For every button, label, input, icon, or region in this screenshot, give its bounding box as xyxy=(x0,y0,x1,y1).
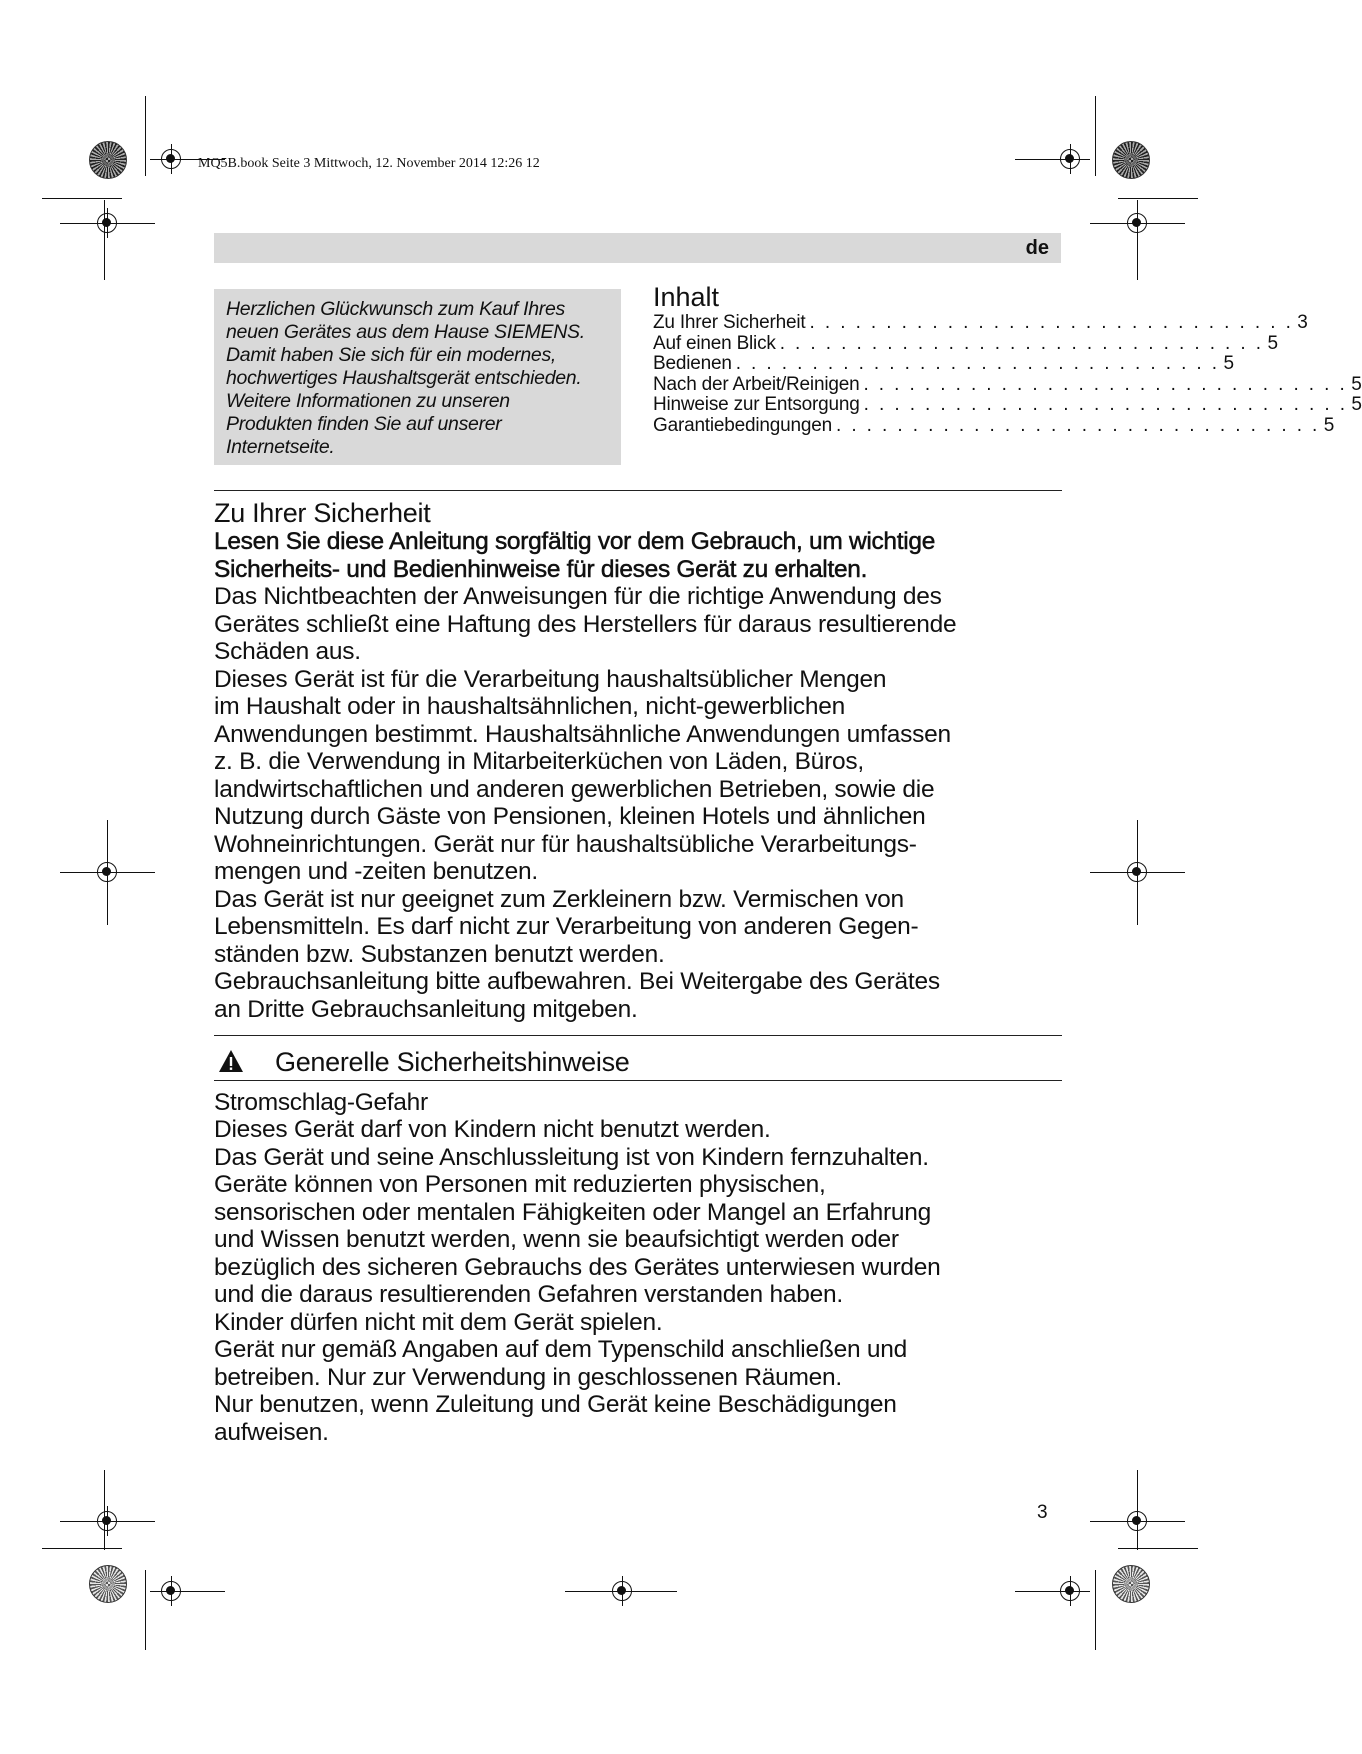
safety-body-line: Wohneinrichtungen. Gerät nur für haushaltsübliche Verarbeitungs- xyxy=(214,830,917,858)
intro-box xyxy=(214,289,621,465)
safety-lead-line: Sicherheits- und Bedienhinweise für dieses Gerät zu erhalten. xyxy=(214,555,868,583)
table-of-contents xyxy=(653,281,1362,437)
safety-body-line: z. B. die Verwendung in Mitarbeiterküchen von Läden, Büros, xyxy=(214,748,864,776)
toc-leader: . . . . . . . . . . . . . . . . . . . . . . . . . . . . . . . . xyxy=(809,312,1294,333)
crop-line xyxy=(145,96,146,176)
general-body-line: Gerät nur gemäß Angaben auf dem Typenschild anschließen und xyxy=(214,1336,908,1363)
intro-line: Herzlichen Glückwunsch zum Kauf Ihres xyxy=(226,298,565,320)
crop-line xyxy=(60,1521,155,1522)
crop-line xyxy=(42,1548,122,1549)
crop-line xyxy=(1090,1521,1185,1522)
crop-line xyxy=(565,1591,677,1592)
general-body-line: Kinder dürfen nicht mit dem Gerät spielen. xyxy=(214,1308,663,1336)
intro-line: Produkten finden Sie auf unserer xyxy=(226,413,502,435)
toc-entry-page: 5 xyxy=(1351,394,1362,416)
crop-line xyxy=(104,1470,105,1550)
toc-leader: . . . . . . . . . . . . . . . . . . . . . . . . . . . . . . . . xyxy=(735,353,1220,375)
intro-line: neuen Gerätes aus dem Hause SIEMENS. xyxy=(226,321,585,343)
crop-line xyxy=(60,872,155,873)
safety-body-line: im Haushalt oder in haushaltsähnlichen, nicht-gewerblichen xyxy=(214,693,846,721)
safety-body-line: Nutzung durch Gäste von Pensionen, kleinen Hotels und ähnlichen xyxy=(214,803,926,831)
toc-entry[interactable] xyxy=(653,353,1234,375)
general-body-line: und die daraus resultierenden Gefahren verstanden haben. xyxy=(214,1281,843,1308)
crop-line xyxy=(42,198,122,199)
registration-rosette-icon xyxy=(89,141,127,179)
section-divider xyxy=(214,1080,1062,1081)
safety-body-line: Schäden aus. xyxy=(214,638,361,666)
crop-line xyxy=(104,200,105,280)
general-safety-heading xyxy=(214,1044,1062,1080)
general-body-line: betreiben. Nur zur Verwendung in geschlossenen Räumen. xyxy=(214,1363,842,1391)
language-code: de xyxy=(1025,237,1049,259)
general-body-line: Dieses Gerät darf von Kindern nicht benutzt werden. xyxy=(214,1116,771,1143)
crop-line xyxy=(60,223,155,224)
crop-line xyxy=(1015,159,1090,160)
crop-line xyxy=(145,1570,146,1650)
general-body-line: aufweisen. xyxy=(214,1418,329,1446)
safety-body-line: Dieses Gerät ist für die Verarbeitung haushaltsüblicher Mengen xyxy=(214,665,887,693)
general-body-line: und Wissen benutzt werden, wenn sie beaufsichtigt werden oder xyxy=(214,1226,899,1253)
toc-entry-page: 5 xyxy=(1351,373,1362,395)
toc-leader: . . . . . . . . . . . . . . . . . . . . . . . . . . . . . . . . xyxy=(835,414,1320,436)
toc-entry-page: 3 xyxy=(1297,312,1308,333)
toc-leader: . . . . . . . . . . . . . . . . . . . . . . . . . . . . . . . . xyxy=(863,373,1348,395)
toc-entry-label: Garantiebedingungen xyxy=(653,414,832,436)
safety-body-line: Lebensmitteln. Es darf nicht zur Verarbeitung von anderen Gegen- xyxy=(214,913,919,941)
section-divider xyxy=(214,490,1062,491)
toc-entry[interactable] xyxy=(653,332,1278,355)
toc-entry-label: Zu Ihrer Sicherheit xyxy=(653,312,806,333)
page-number: 3 xyxy=(1037,1502,1048,1523)
toc-entry-label: Bedienen xyxy=(653,353,732,375)
safety-body-line: an Dritte Gebrauchsanleitung mitgeben. xyxy=(214,995,638,1023)
intro-line: Damit haben Sie sich für ein modernes, xyxy=(226,344,557,366)
safety-body-line: mengen und -zeiten benutzen. xyxy=(214,858,538,886)
registration-rosette-icon xyxy=(1112,1565,1150,1603)
intro-line: Internetseite. xyxy=(226,436,335,458)
safety-section xyxy=(214,498,1074,1023)
safety-body-line: Gebrauchsanleitung bitte aufbewahren. Bei Weitergabe des Gerätes xyxy=(214,968,940,996)
crop-line xyxy=(1137,1470,1138,1550)
toc-leader: . . . . . . . . . . . . . . . . . . . . . . . . . . . . . . . . xyxy=(863,394,1348,416)
electric-shock-title: Stromschlag-Gefahr xyxy=(214,1089,428,1116)
file-info: MQ5B.book Seite 3 Mittwoch, 12. November 2014 12:26 12 xyxy=(198,156,540,171)
crop-line xyxy=(150,1591,225,1592)
safety-body-line: Das Gerät ist nur geeignet zum Zerkleinern bzw. Vermischen von xyxy=(214,885,904,913)
safety-body-line: landwirtschaftlichen und anderen gewerblichen Betrieben, sowie die xyxy=(214,775,935,803)
crop-line xyxy=(1118,1548,1198,1549)
toc-entry[interactable] xyxy=(653,414,1335,437)
crop-line xyxy=(1095,96,1096,176)
safety-body-line: Gerätes schließt eine Haftung des Herstellers für daraus resultierende xyxy=(214,610,957,638)
toc-entry[interactable] xyxy=(653,312,1308,334)
general-body-line: Geräte können von Personen mit reduzierten physischen, xyxy=(214,1171,826,1198)
general-body-line: bezüglich des sicheren Gebrauchs des Gerätes unterwiesen wurden xyxy=(214,1253,941,1281)
general-body-line: Das Gerät und seine Anschlussleitung ist von Kindern fernzuhalten. xyxy=(214,1143,929,1171)
registration-rosette-icon xyxy=(89,1565,127,1603)
intro-line: Weitere Informationen zu unseren xyxy=(226,390,510,412)
warning-icon xyxy=(218,1048,244,1074)
registration-rosette-icon xyxy=(1112,141,1150,179)
toc-entry-page: 5 xyxy=(1223,353,1234,375)
crop-line xyxy=(1118,198,1198,199)
toc-entry-label: Auf einen Blick xyxy=(653,332,776,354)
general-body-line: Nur benutzen, wenn Zuleitung und Gerät keine Beschädigungen xyxy=(214,1391,897,1418)
toc-leader: . . . . . . . . . . . . . . . . . . . . . . . . . . . . . . . . xyxy=(779,332,1264,354)
toc-entry-page: 5 xyxy=(1267,332,1278,354)
toc-entry-label: Hinweise zur Entsorgung xyxy=(653,394,860,416)
crop-line xyxy=(1090,223,1185,224)
general-safety-title: Generelle Sicherheitshinweise xyxy=(275,1047,630,1077)
crop-line xyxy=(1095,1570,1096,1650)
crop-line xyxy=(1015,1591,1090,1592)
safety-lead-line: Lesen Sie diese Anleitung sorgfältig vor dem Gebrauch, um wichtige xyxy=(214,528,936,555)
crop-line xyxy=(1090,872,1185,873)
toc-entry-page: 5 xyxy=(1323,414,1335,436)
toc-entry[interactable] xyxy=(653,373,1362,396)
general-body-line: sensorischen oder mentalen Fähigkeiten oder Mangel an Erfahrung xyxy=(214,1198,931,1226)
electric-shock-section xyxy=(214,1089,1074,1446)
safety-body-line: Das Nichtbeachten der Anweisungen für die richtige Anwendung des xyxy=(214,583,942,611)
section-divider xyxy=(214,1035,1062,1036)
toc-title: Inhalt xyxy=(653,282,720,312)
safety-body-line: Anwendungen bestimmt. Haushaltsähnliche Anwendungen umfassen xyxy=(214,720,951,748)
safety-title: Zu Ihrer Sicherheit xyxy=(214,498,431,528)
intro-line: hochwertiges Haushaltsgerät entschieden. xyxy=(226,367,582,389)
language-bar xyxy=(214,233,1061,263)
toc-entry-label: Nach der Arbeit/Reinigen xyxy=(653,373,860,395)
toc-entry[interactable] xyxy=(653,394,1362,416)
safety-body-line: ständen bzw. Substanzen benutzt werden. xyxy=(214,940,665,968)
